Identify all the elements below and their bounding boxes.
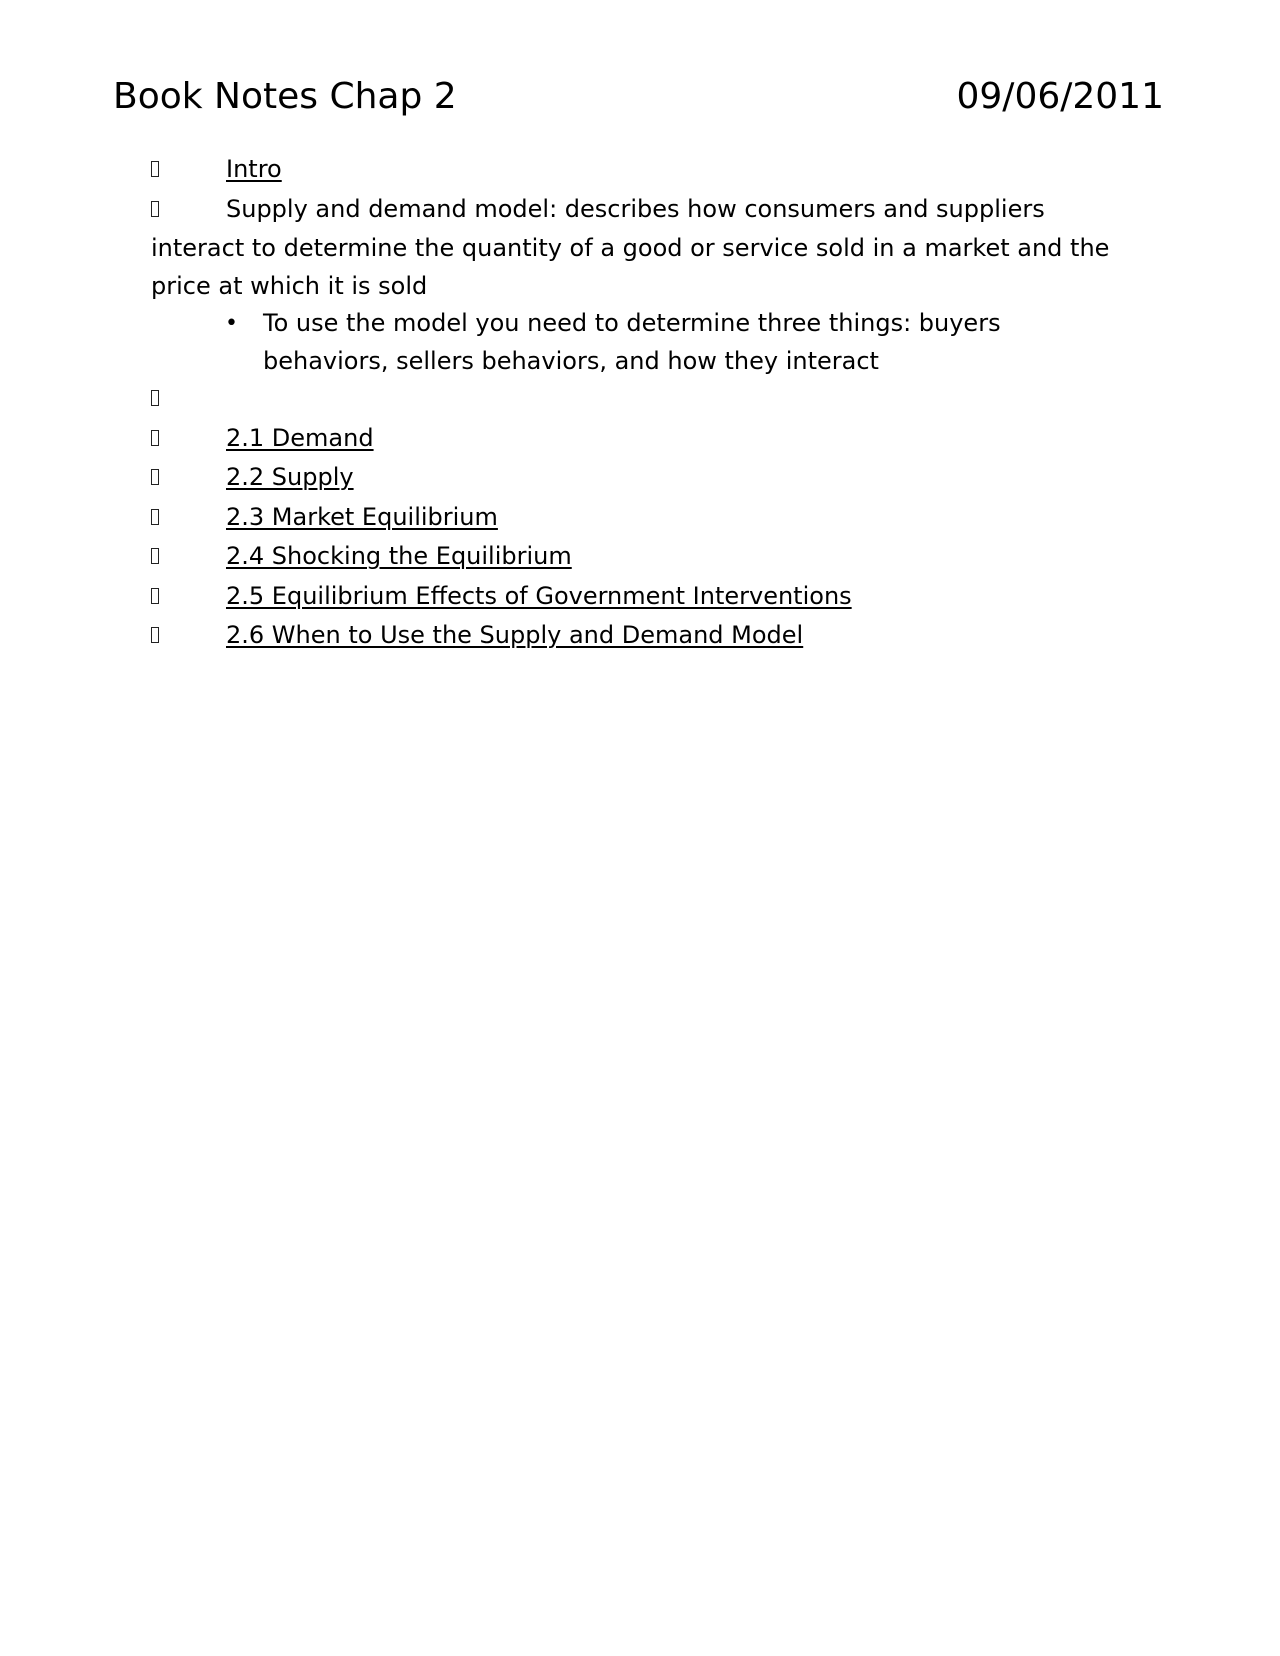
- intro-bullet-text: To use the model you need to determine three things: buyers behaviors, sellers behaviors, and how they interact: [263, 309, 1001, 375]
- section-link-2-6[interactable]: 2.6 When to Use the Supply and Demand Model: [226, 621, 804, 649]
- missing-glyph-box-icon: [151, 380, 226, 420]
- outline-item-empty: [151, 380, 1121, 420]
- missing-glyph-box-icon: [151, 459, 226, 499]
- outline-item-section: [151, 459, 1121, 499]
- missing-glyph-box-icon: [151, 420, 226, 460]
- section-link-2-1[interactable]: 2.1 Demand: [226, 423, 374, 452]
- page-date: 09/06/2011: [956, 76, 1164, 117]
- section-link-2-5[interactable]: 2.5 Equilibrium Effects of Government Interventions: [226, 581, 852, 610]
- outline-item-section: [151, 420, 1121, 460]
- intro-paragraph-text: Supply and demand model: describes how consumers and suppliers interact to determine the quantity of a good or service sold in a market and the price at which it is sold: [151, 194, 1110, 300]
- bullet-dot-icon: •: [225, 311, 238, 336]
- section-link-2-4[interactable]: 2.4 Shocking the Equilibrium: [226, 542, 572, 570]
- missing-glyph-box-icon: [151, 578, 226, 618]
- section-link-2-2[interactable]: 2.2 Supply: [226, 463, 354, 491]
- missing-glyph-box-icon: [151, 151, 226, 191]
- list-item: [151, 305, 1121, 380]
- outline-heading-intro[interactable]: Intro: [226, 155, 282, 183]
- missing-glyph-box-icon: [151, 499, 226, 539]
- outline-content: [151, 151, 1121, 657]
- outline-item-section: [151, 578, 1121, 618]
- missing-glyph-box-icon: [151, 617, 226, 657]
- outline-item-section: [151, 538, 1121, 578]
- missing-glyph-box-icon: [151, 538, 226, 578]
- section-link-2-3[interactable]: 2.3 Market Equilibrium: [226, 502, 498, 531]
- page-title: Book Notes Chap 2: [113, 76, 457, 117]
- outline-item-section: [151, 617, 1121, 657]
- missing-glyph-box-icon: [151, 191, 226, 231]
- outline-paragraph: [151, 191, 1121, 306]
- outline-item-intro: [151, 151, 1121, 191]
- intro-bullet-list: [151, 305, 1121, 380]
- outline-item-section: [151, 499, 1121, 539]
